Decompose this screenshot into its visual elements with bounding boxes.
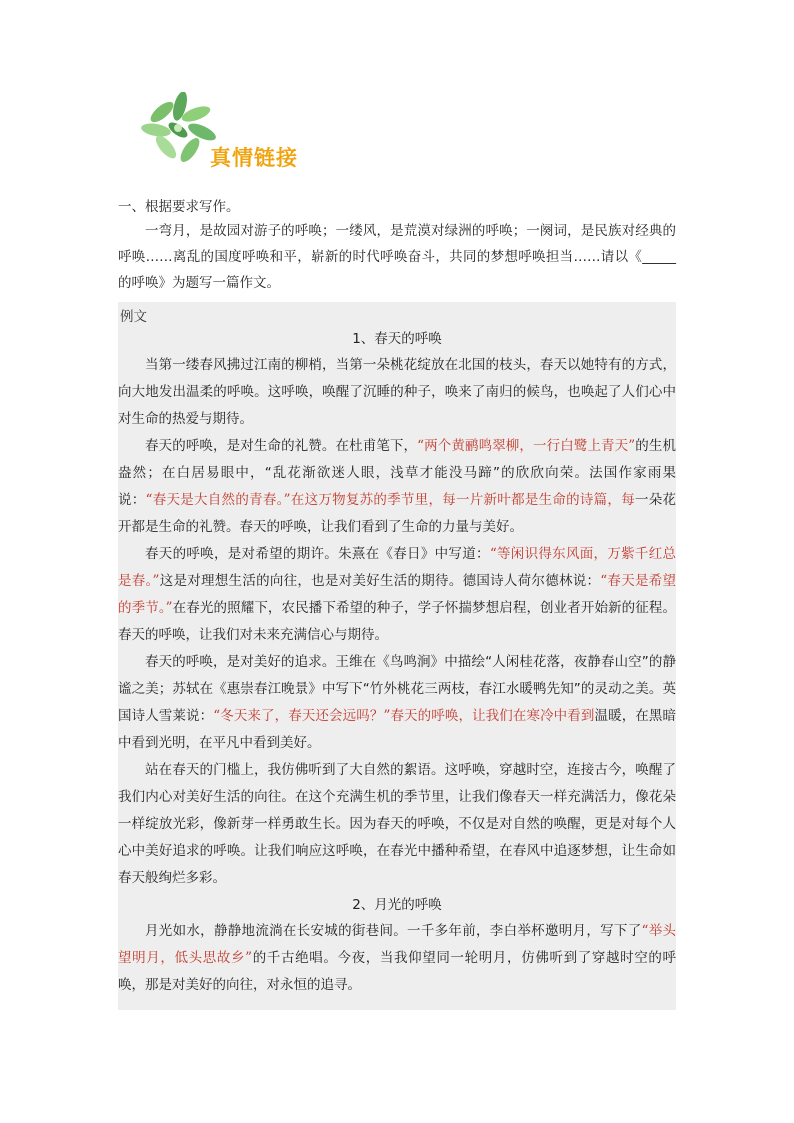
essay-title: 2、月光的呼唤 — [352, 897, 442, 913]
section-header — [140, 92, 360, 182]
question-text: 一弯月，是故园对游子的呼唤；一缕风，是荒漠对绿洲的呼唤；一阕词，是民族对经典的呼唤……离乱的国度呼唤和平，崭新的时代呼唤奋斗，共同的梦想呼唤担当……请以《 — [118, 223, 676, 265]
text-run: 春天的呼唤，是对希望的期许。朱熹在《春日》中写道： — [145, 546, 490, 562]
example-label: 例文 — [120, 309, 147, 325]
essay-paragraph: 当第一缕春风拂过江南的柳梢，当第一朵桃花绽放在北国的枝头，春天以她特有的方式，向大地发出温柔的呼唤。这呼唤，唤醒了沉睡的种子，唤来了南归的候鸟，也唤起了人们心中对生命的热爱与期待。 — [118, 357, 676, 427]
question-heading: 一、根据要求写作。 — [118, 199, 240, 215]
text-run: 的生机盎然；在白居易眼中，“乱花渐欲迷人眼，浅草才能没马蹄”的欣欣向荣。法国作家雨果说： — [118, 438, 677, 508]
quote-run: “举头望明月，低头思故乡” — [118, 923, 677, 966]
quote-run: “两个黄鹂鸣翠柳，一行白鹭上青天” — [417, 438, 636, 454]
question-body — [118, 218, 676, 296]
example-content — [118, 326, 676, 999]
quote-run: “等闲识得东风面，万紫千红总是春。” — [118, 546, 677, 589]
text-run: 在春光的照耀下，农民播下希望的种子，学子怀揣梦想启程，创业者开始新的征程。春天的呼唤，让我们对未来充满信心与期待。 — [118, 600, 676, 643]
section-title: 真情链接 — [210, 146, 298, 170]
quote-run: “春天是希望的季节。” — [118, 573, 677, 616]
text-run: 的千古绝唱。今夜，当我仰望同一轮明月，仿佛听到了穿越时空的呼唤，那是对美好的向往，对永恒的追寻。 — [118, 950, 676, 993]
text-run: 一朵花开都是生命的礼赞。春天的呼唤，让我们看到了生命的力量与美好。 — [118, 492, 677, 535]
essay-paragraph — [118, 649, 676, 757]
essay-paragraph: 站在春天的门槛上，我仿佛听到了大自然的絮语。这呼唤，穿越时空，连接古今，唤醒了我们内心对美好生活的向往。在这个充满生机的季节里，让我们像春天一样充满活力，像花朵一样绽放光彩，像新芽一样勇敢生长。因为春天的呼唤，不仅是对自然的唤醒，更是对每个人心中美好追求的呼唤。让我们响应这呼唤，在春光中播种希望，在春风中追逐梦想，让生命如春天般绚烂多彩。 — [118, 762, 676, 886]
text-run: 这是对理想生活的向往，也是对美好生活的期待。德国诗人荷尔德林说： — [159, 573, 601, 589]
quote-run: “冬天来了，春天还会远吗？”春天的呼唤，让我们在寒冷中看到 — [213, 708, 595, 724]
quote-run: “春天是大自然的青春。”在这万物复苏的季节里，每一片新叶都是生命的诗篇，每 — [145, 492, 635, 508]
text-run: 温暖，在黑暗中看到光明，在平凡中看到美好。 — [118, 708, 676, 751]
essay-paragraph — [118, 433, 676, 541]
text-run: 春天的呼唤，是对生命的礼赞。在杜甫笔下， — [145, 438, 418, 454]
essay-title: 1、春天的呼唤 — [352, 331, 442, 347]
essay-paragraph — [118, 541, 676, 649]
text-run: 春天的呼唤，是对美好的追求。王维在《鸟鸣涧》中描绘“人闲桂花落，夜静春山空”的静谧之美；苏轼在《惠崇春江晚景》中写下“竹外桃花三两枝，春江水暖鸭先知”的灵动之美。英国诗人雪莱说： — [118, 654, 676, 724]
leaf-plant-icon — [140, 92, 220, 170]
essay-paragraph — [118, 918, 676, 999]
example-box — [118, 302, 676, 1010]
question-text: 的呼唤》为题写一篇作文。 — [118, 275, 280, 291]
blank-line: _____ — [642, 249, 676, 265]
text-run: 月光如水，静静地流淌在长安城的街巷间。一千多年前，李白举杯邀明月，写下了 — [145, 923, 642, 939]
